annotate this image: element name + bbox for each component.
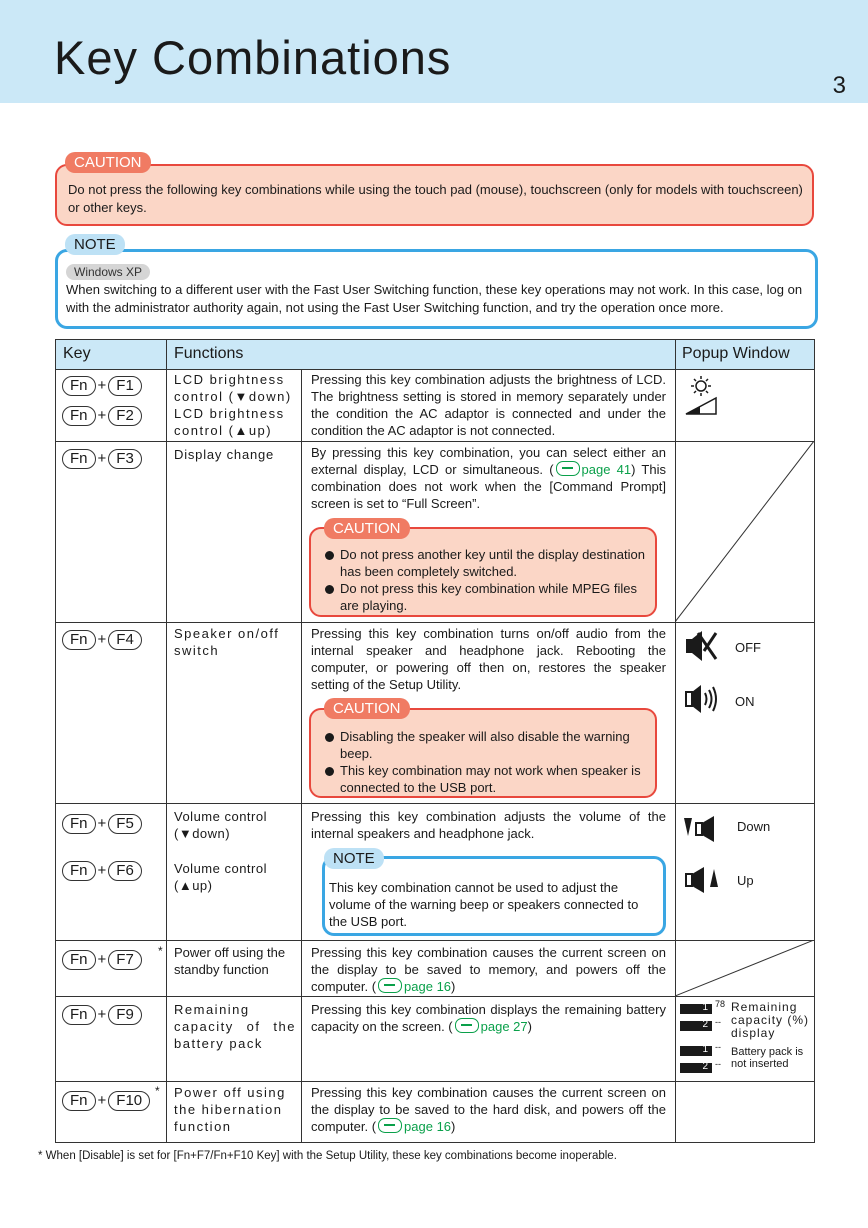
battery-1-value: 78 bbox=[715, 999, 726, 1009]
bullet-icon bbox=[325, 733, 334, 742]
note-text: When switching to a different user with the Fast User Switching function, these key operations may not work. In this case, log on with the administrator authority again, not using the Fast User Switching function, and try the operation once more. bbox=[66, 282, 803, 315]
link-page-27[interactable]: page 27 bbox=[480, 1019, 528, 1034]
func-volume-up: Volume control (▲up) bbox=[174, 861, 267, 893]
speaker-caution-label: CAUTION bbox=[324, 698, 410, 719]
func-volume-down: Volume control (▼down) bbox=[174, 809, 267, 841]
caution-label: CAUTION bbox=[65, 152, 151, 173]
battery-1-empty-value: -- bbox=[715, 1042, 721, 1052]
key-combination-table bbox=[55, 339, 815, 1143]
key-fn-f2: Fn + F2 bbox=[62, 406, 142, 426]
display-caution-bullet-2: Do not press this key combination while MPEG files are playing. bbox=[340, 581, 637, 613]
desc-brightness: Pressing this key combination adjusts the brightness of LCD. The brightness setting is stored in memory separately under the condition the AC adaptor is connected and under the condition the AC adaptor is not connected. bbox=[311, 372, 666, 438]
key-fn-f1: Fn + F1 bbox=[62, 376, 142, 396]
page-number: 3 bbox=[832, 72, 846, 99]
popup-empty-standby bbox=[675, 940, 814, 996]
header-popup: Popup Window bbox=[682, 345, 790, 362]
func-speaker: Speaker on/off switch bbox=[174, 626, 280, 658]
func-brightness-up: LCD brightness control (▲up) bbox=[174, 406, 285, 438]
battery-2-value: -- bbox=[715, 1017, 721, 1027]
volume-down-icon bbox=[684, 814, 720, 844]
speaker-caution-bullet-2: This key combination may not work when speaker is connected to the USB port. bbox=[340, 763, 641, 795]
func-brightness-down: LCD brightness control (▼down) bbox=[174, 372, 292, 404]
func-hibernation: Power off using the hibernation function bbox=[174, 1085, 286, 1134]
windows-xp-tag: Windows XP bbox=[66, 264, 150, 280]
func-standby: Power off using the standby function bbox=[174, 945, 286, 977]
display-caution-label: CAUTION bbox=[324, 518, 410, 539]
desc-standby: Pressing this key combination causes the current screen on the display to be saved to memory, and powers off the computer. ( page 16) bbox=[311, 945, 666, 994]
header-functions: Functions bbox=[174, 345, 244, 362]
bullet-icon bbox=[325, 767, 334, 776]
bullet-icon bbox=[325, 585, 334, 594]
func-display-change: Display change bbox=[174, 447, 275, 462]
popup-remaining-capacity: Remaining capacity (%) display bbox=[731, 1000, 810, 1040]
caution-text: Do not press the following key combinations while using the touch pad (mouse), touchscreen (only for models with touchscreen) or other keys. bbox=[68, 182, 803, 215]
page-ref-icon bbox=[378, 978, 402, 993]
page-ref-icon bbox=[378, 1118, 402, 1133]
popup-on-label: ON bbox=[735, 694, 755, 709]
key-fn-f9: Fn + F9 bbox=[62, 1005, 142, 1025]
desc-hibernation: Pressing this key combination causes the current screen on the display to be saved to the hard disk, and powers off the computer. ( page 16) bbox=[311, 1085, 666, 1134]
desc-volume: Pressing this key combination adjusts the volume of the internal speakers and headphone jack. bbox=[311, 809, 666, 841]
battery-2-empty-icon: 2 bbox=[680, 1063, 712, 1073]
page-title: Key Combinations bbox=[54, 31, 452, 84]
brightness-icon bbox=[684, 376, 720, 416]
battery-1-icon: 1 bbox=[680, 1004, 712, 1014]
battery-1-empty-icon: 1 bbox=[680, 1046, 712, 1056]
func-battery: Remaining capacity of the battery pack bbox=[174, 1002, 296, 1051]
footnote-star: * bbox=[155, 1084, 160, 1098]
key-fn-f10: Fn + F10 bbox=[62, 1091, 150, 1111]
battery-2-empty-value: -- bbox=[715, 1059, 721, 1069]
key-fn-f7: Fn + F7 bbox=[62, 950, 142, 970]
speaker-caution-bullet-1: Disabling the speaker will also disable the warning beep. bbox=[340, 729, 630, 761]
speaker-off-icon bbox=[684, 629, 720, 663]
link-page-41[interactable]: page 41 bbox=[581, 462, 632, 477]
key-fn-f4: Fn + F4 bbox=[62, 630, 142, 650]
note-label: NOTE bbox=[65, 234, 125, 255]
desc-speaker: Pressing this key combination turns on/off audio from the internal speaker and headphone jack. Rebooting the computer, or powering off then on, restores the speaker setting of the Setup Utility. bbox=[311, 626, 666, 692]
volume-up-icon bbox=[684, 865, 720, 895]
key-fn-f3: Fn + F3 bbox=[62, 449, 142, 469]
desc-display: By pressing this key combination, you can select either an external display, LCD or simultaneous. ( page 41) This combination does not work when the [Command Prompt] screen is set to “Full Screen”. bbox=[311, 445, 666, 511]
popup-empty-display bbox=[675, 441, 814, 622]
desc-battery: Pressing this key combination displays the remaining battery capacity on the screen. ( page 27) bbox=[311, 1002, 666, 1034]
popup-up-label: Up bbox=[737, 873, 754, 888]
volume-note-text: This key combination cannot be used to adjust the volume of the warning beep or speakers connected to the USB port. bbox=[329, 880, 639, 929]
speaker-on-icon bbox=[684, 683, 720, 715]
volume-note-label: NOTE bbox=[324, 848, 384, 869]
popup-down-label: Down bbox=[737, 819, 771, 834]
footnote: * When [Disable] is set for [Fn+F7/Fn+F10 Key] with the Setup Utility, these key combinations become inoperable. bbox=[38, 1150, 617, 1162]
link-page-16-hibernation[interactable]: page 16 bbox=[404, 1119, 452, 1134]
battery-2-icon: 2 bbox=[680, 1021, 712, 1031]
header-key: Key bbox=[63, 345, 91, 362]
footnote-star: * bbox=[158, 944, 163, 958]
popup-not-inserted: Battery pack is not inserted bbox=[731, 1046, 804, 1070]
display-caution-bullet-1: Do not press another key until the display destination has been completely switched. bbox=[340, 547, 645, 579]
page-ref-icon bbox=[455, 1018, 479, 1033]
bullet-icon bbox=[325, 551, 334, 560]
key-fn-f5: Fn + F5 bbox=[62, 814, 142, 834]
link-page-16[interactable]: page 16 bbox=[404, 979, 452, 994]
popup-off-label: OFF bbox=[735, 640, 761, 655]
page-ref-icon bbox=[556, 461, 580, 476]
key-fn-f6: Fn + F6 bbox=[62, 861, 142, 881]
